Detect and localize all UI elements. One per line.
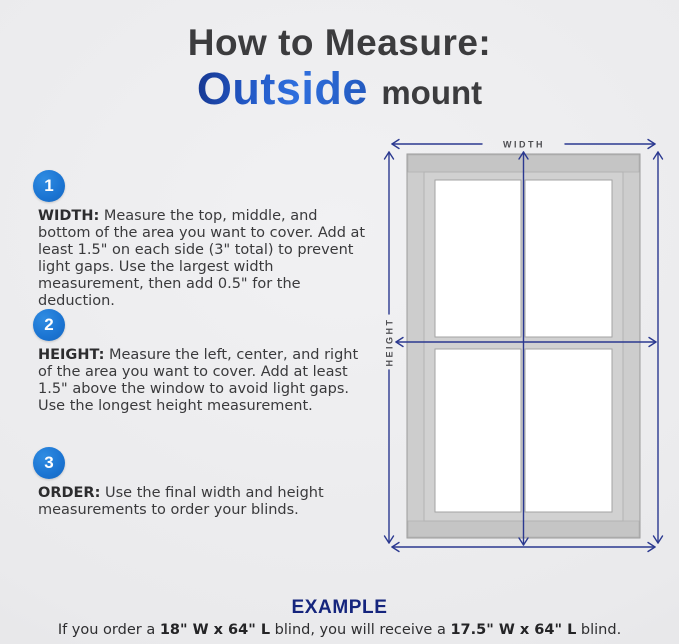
example-pre: If you order a [57,622,160,638]
example-block [0,597,679,638]
example-post: blind. [576,622,622,638]
example-size-received: 17.5" W x 64" L [450,622,577,638]
height-label: HEIGHT [384,317,395,367]
window-pane-bottom-left [435,349,521,512]
step-2-text [38,347,374,415]
window-pane-top-left [435,180,521,337]
step-1-badge: 1 [33,170,65,202]
step-2-body: Measure the left, center, and right of the area you want to cover. Add at least 1.5" above the window to avoid light gaps. Use the longest height measurement. [38,347,359,414]
step-1-text [38,208,374,310]
right-measure-line [654,152,663,543]
window-pane-bottom-right [525,349,612,512]
step-2-badge: 2 [33,309,65,341]
width-label: WIDTH [503,139,545,150]
title-block [0,22,679,124]
page-subtitle [0,65,679,124]
step-width [30,170,374,310]
step-1-label: WIDTH: [38,208,100,224]
subtitle-highlight: Outside [196,63,368,114]
example-sentence [0,622,679,638]
window-measurement-diagram [372,128,674,590]
step-3-badge: 3 [33,447,65,479]
page-title: How to Measure: [187,22,492,63]
step-2-label: HEIGHT: [38,347,105,363]
window-pane-top-right [525,180,612,337]
example-heading: EXAMPLE [291,597,388,618]
step-order [30,447,374,519]
subtitle-suffix: mount [381,74,483,111]
example-mid: blind, you will receive a [270,622,451,638]
step-3-text [38,485,374,519]
step-1-body: Measure the top, middle, and bottom of the area you want to cover. Add at least 1.5" on each side (3" total) to prevent light gaps. Use the largest width measurement, then add 0.5" for the deduction. [38,208,366,309]
step-height [30,309,374,415]
example-size-ordered: 18" W x 64" L [159,622,271,638]
step-3-body: Use the final width and height measurements to order your blinds. [38,485,324,518]
step-3-label: ORDER: [38,485,101,501]
